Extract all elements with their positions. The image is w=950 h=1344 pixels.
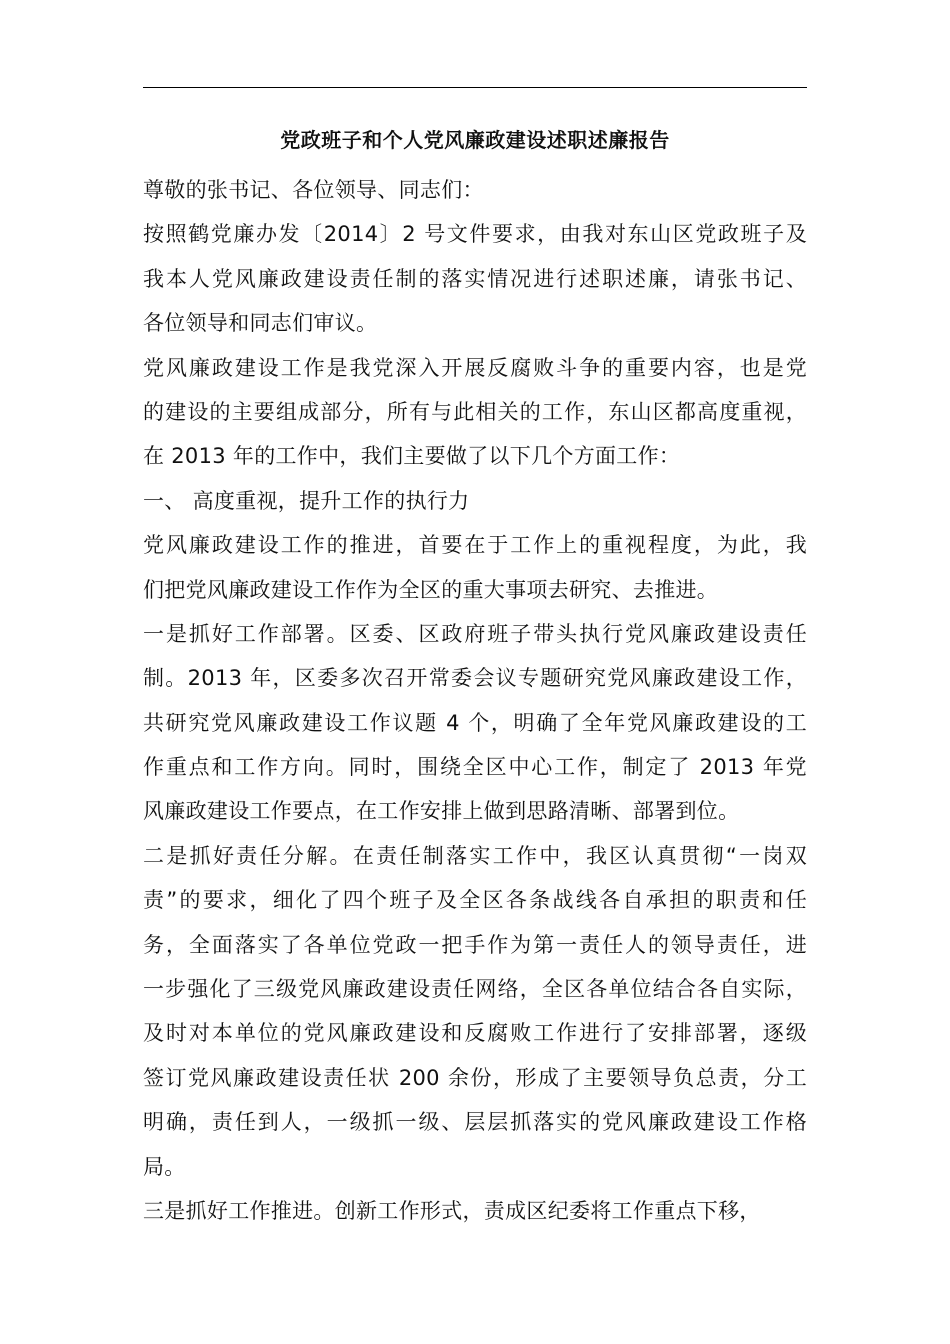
paragraph-line: 共研究党风廉政建设工作议题 4 个，明确了全年党风廉政建设的工 [143,710,807,735]
paragraph-line: 二是抓好责任分解。在责任制落实工作中，我区认真贯彻“一岗双 [143,843,807,868]
paragraph-line: 一步强化了三级党风廉政建设责任网络，全区各单位结合各自实际， [143,977,807,1002]
paragraph-line: 明确，责任到人，一级抓一级、层层抓落实的党风廉政建设工作格 [143,1110,807,1135]
paragraph-line: 各位领导和同志们审议。 [143,311,378,336]
paragraph-line: 按照鹤党廉办发〔2014〕2 号文件要求，由我对东山区党政班子及 [143,222,807,247]
paragraph-line: 在 2013 年的工作中，我们主要做了以下几个方面工作： [143,444,681,469]
paragraph-line: 及时对本单位的党风廉政建设和反腐败工作进行了安排部署，逐级 [143,1021,807,1046]
paragraph-line: 签订党风廉政建设责任状 200 余份，形成了主要领导负总责，分工 [143,1065,807,1090]
document-body [143,168,807,1233]
paragraph-line: 责”的要求，细化了四个班子及全区各条战线各自承担的职责和任 [143,888,807,913]
header-rule [143,87,807,88]
paragraph-line: 党风廉政建设工作的推进，首要在于工作上的重视程度，为此，我 [143,533,807,558]
paragraph-line: 三是抓好工作推进。创新工作形式，责成区纪委将工作重点下移， [143,1198,761,1223]
paragraph-line: 风廉政建设工作要点，在工作安排上做到思路清晰、部署到位。 [143,799,740,824]
paragraph-line: 我本人党风廉政建设责任制的落实情况进行述职述廉，请张书记、 [143,266,807,291]
section-heading: 一、 高度重视，提升工作的执行力 [143,488,470,513]
paragraph-line: 作重点和工作方向。同时，围绕全区中心工作，制定了 2013 年党 [143,755,807,780]
paragraph-line: 党风廉政建设工作是我党深入开展反腐败斗争的重要内容，也是党 [143,355,807,380]
paragraph-line: 的建设的主要组成部分，所有与此相关的工作，东山区都高度重视， [143,399,807,424]
paragraph-line: 务，全面落实了各单位党政一把手作为第一责任人的领导责任，进 [143,932,807,957]
paragraph-line: 制。2013 年，区委多次召开常委会议专题研究党风廉政建设工作， [143,666,807,691]
paragraph-line: 局。 [143,1154,186,1179]
paragraph-line: 一是抓好工作部署。区委、区政府班子带头执行党风廉政建设责任 [143,621,807,646]
salutation-line: 尊敬的张书记、各位领导、同志们： [143,178,484,202]
paragraph-line: 们把党风廉政建设工作作为全区的重大事项去研究、去推进。 [143,577,719,602]
document-title: 党政班子和个人党风廉政建设述职述廉报告 [280,128,670,152]
